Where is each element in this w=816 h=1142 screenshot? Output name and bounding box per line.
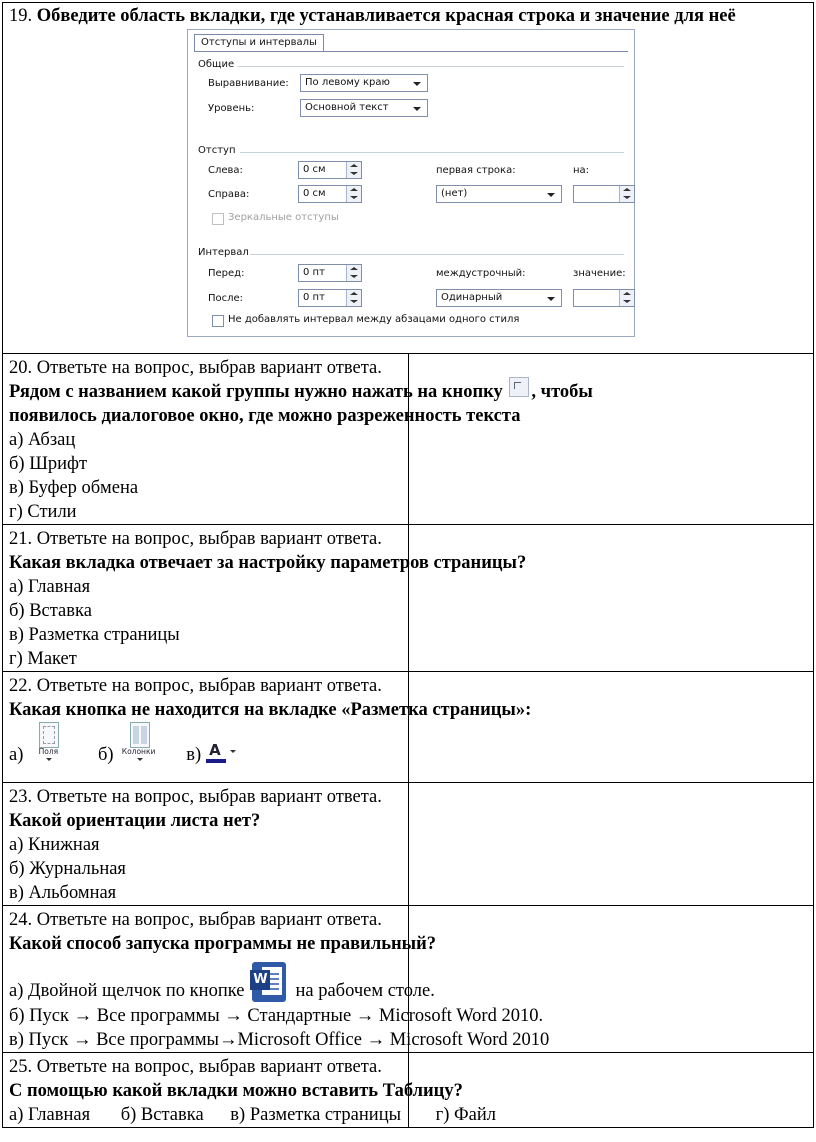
question-21-cell <box>3 525 527 672</box>
answer-a-part2: на рабочем столе. <box>295 981 435 1001</box>
spinner-arrows-icon <box>619 290 634 306</box>
spinner-arrows-icon <box>346 162 361 178</box>
level-select <box>300 99 428 117</box>
after-spinner <box>298 289 362 307</box>
chevron-down-icon <box>547 193 555 197</box>
answer-a-part1: а) Двойной щелчок по кнопке <box>9 981 245 1001</box>
answer-a: а) Главная <box>9 1105 91 1125</box>
section-indent: Отступ <box>198 145 236 156</box>
chevron-down-icon <box>413 107 421 111</box>
answer-d: г) Макет <box>9 649 77 669</box>
question-intro: 21. Ответьте на вопрос, выбрав вариант ответа. <box>9 529 382 549</box>
question-text-line1 <box>9 380 593 404</box>
answer-c: в) <box>186 745 202 765</box>
answer-b: б) Вставка <box>9 601 92 621</box>
margins-icon <box>25 720 71 766</box>
level-value: Основной текст <box>305 102 389 113</box>
spinner-arrows-icon <box>619 186 634 202</box>
columns-icon <box>116 720 162 766</box>
answer-a <box>9 960 435 1004</box>
columns-caption: Колонки <box>121 747 156 756</box>
question-text-line2: появилось диалоговое окно, где можно разреженность текста <box>9 406 521 426</box>
word-icon <box>248 960 292 1004</box>
question-25-cell <box>3 1053 496 1128</box>
first-line-value: (нет) <box>441 188 468 199</box>
question-intro: 22. Ответьте на вопрос, выбрав вариант ответа. <box>9 676 382 696</box>
question-19-cell <box>3 3 814 354</box>
value-label: значение: <box>573 268 626 279</box>
divider <box>194 51 628 52</box>
question-intro: 25. Ответьте на вопрос, выбрав вариант ответа. <box>9 1057 382 1077</box>
answer-options <box>9 1103 496 1127</box>
question-19-row <box>3 3 814 354</box>
mirror-indents-checkbox <box>212 213 224 225</box>
answer-cell <box>408 525 814 672</box>
section-general: Общие <box>198 59 235 70</box>
after-label: После: <box>208 293 244 304</box>
answer-cell <box>408 672 814 783</box>
question-intro: 24. Ответьте на вопрос, выбрав вариант ответа. <box>9 910 382 930</box>
question-intro: 23. Ответьте на вопрос, выбрав вариант ответа. <box>9 787 382 807</box>
line-spacing-value: Одинарный <box>441 292 503 303</box>
answer-a: а) Книжная <box>9 835 100 855</box>
question-text-part2: , чтобы <box>531 382 593 402</box>
answer-b: б) <box>98 745 114 765</box>
divider <box>238 66 624 67</box>
alignment-label: Выравнивание: <box>208 78 289 89</box>
answer-c: в) Разметка страницы <box>230 1105 402 1125</box>
spinner-arrows-icon <box>346 290 361 306</box>
question-20-cell <box>3 354 593 525</box>
answer-c: в) Буфер обмена <box>9 478 139 498</box>
divider <box>240 152 624 153</box>
divider <box>250 254 624 255</box>
answer-b: б) Шрифт <box>9 454 88 474</box>
by-spinner <box>573 185 635 203</box>
chevron-down-icon <box>413 82 421 86</box>
first-line-select <box>436 185 562 203</box>
margins-caption: Поля <box>38 747 59 756</box>
left-indent-spinner <box>298 161 362 179</box>
answer-a: а) Главная <box>9 577 91 597</box>
answer-c: в) Разметка страницы <box>9 625 180 645</box>
value-spinner <box>573 289 635 307</box>
question-23-row <box>3 783 814 906</box>
question-text: Какой ориентации листа нет? <box>9 811 261 831</box>
answer-c: в) Альбомная <box>9 883 117 903</box>
answer-cell <box>408 783 814 906</box>
question-text: Обведите область вкладки, где устанавливается красная строка и значение для неё <box>36 6 736 26</box>
question-20-row <box>3 354 814 525</box>
question-text: Какой способ запуска программы не правильный? <box>9 934 436 954</box>
paragraph-dialog-screenshot <box>187 29 635 337</box>
questions-table <box>2 2 814 1128</box>
left-indent-value: 0 см <box>303 164 326 175</box>
spinner-arrows-icon <box>346 186 361 202</box>
first-line-label: первая строка: <box>436 165 516 176</box>
question-intro: 20. Ответьте на вопрос, выбрав вариант ответа. <box>9 358 382 378</box>
before-label: Перед: <box>208 268 245 279</box>
section-interval: Интервал <box>198 247 249 258</box>
right-indent-label: Справа: <box>208 189 250 200</box>
answer-a: а) Абзац <box>9 430 76 450</box>
answer-options <box>9 720 402 766</box>
answer-b: б) Пуск → Все программы → Стандартные → Microsoft Word 2010. <box>9 1006 544 1026</box>
font-color-icon <box>203 742 237 766</box>
question-24-row <box>3 906 814 1053</box>
mirror-indents-label: Зеркальные отступы <box>228 212 339 223</box>
answer-b: б) Журнальная <box>9 859 126 879</box>
question-text: Какая вкладка отвечает за настройку параметров страницы? <box>9 553 527 573</box>
line-spacing-select <box>436 289 562 307</box>
line-spacing-label: междустрочный: <box>436 268 526 279</box>
alignment-select <box>300 74 428 92</box>
answer-d: г) Стили <box>9 502 77 522</box>
dialog-launcher-icon <box>509 377 529 397</box>
question-22-cell <box>3 672 532 783</box>
question-24-cell <box>3 906 550 1053</box>
question-number: 19. <box>9 6 33 26</box>
chevron-down-icon <box>547 297 555 301</box>
answer-a: а) <box>9 745 24 765</box>
answer-cell <box>408 354 814 525</box>
before-value: 0 пт <box>303 267 325 278</box>
right-indent-spinner <box>298 185 362 203</box>
word-icon-letter: W <box>250 970 270 990</box>
left-indent-label: Слева: <box>208 165 243 176</box>
question-23-cell <box>3 783 409 906</box>
alignment-value: По левому краю <box>305 77 390 88</box>
font-color-letter: A <box>209 741 221 759</box>
question-21-row <box>3 525 814 672</box>
no-space-label: Не добавлять интервал между абзацами одного стиля <box>228 314 520 325</box>
spinner-arrows-icon <box>346 265 361 281</box>
question-25-row <box>3 1053 814 1128</box>
no-space-checkbox <box>212 315 224 327</box>
answer-b: б) Вставка <box>120 1105 204 1125</box>
right-indent-value: 0 см <box>303 188 326 199</box>
by-label: на: <box>573 165 590 176</box>
before-spinner <box>298 264 362 282</box>
answer-d: г) Файл <box>435 1105 496 1125</box>
level-label: Уровень: <box>208 103 255 114</box>
question-22-row <box>3 672 814 783</box>
question-text-part1: Рядом с названием какой группы нужно нажать на кнопку <box>9 382 503 402</box>
tab-indents-spacing: Отступы и интервалы <box>194 34 324 51</box>
question-text: С помощью какой вкладки можно вставить Таблицу? <box>9 1081 463 1101</box>
after-value: 0 пт <box>303 292 325 303</box>
question-text: Какая кнопка не находится на вкладке «Разметка страницы»: <box>9 700 532 720</box>
answer-c: в) Пуск → Все программы→Microsoft Office → Microsoft Word 2010 <box>9 1030 550 1050</box>
